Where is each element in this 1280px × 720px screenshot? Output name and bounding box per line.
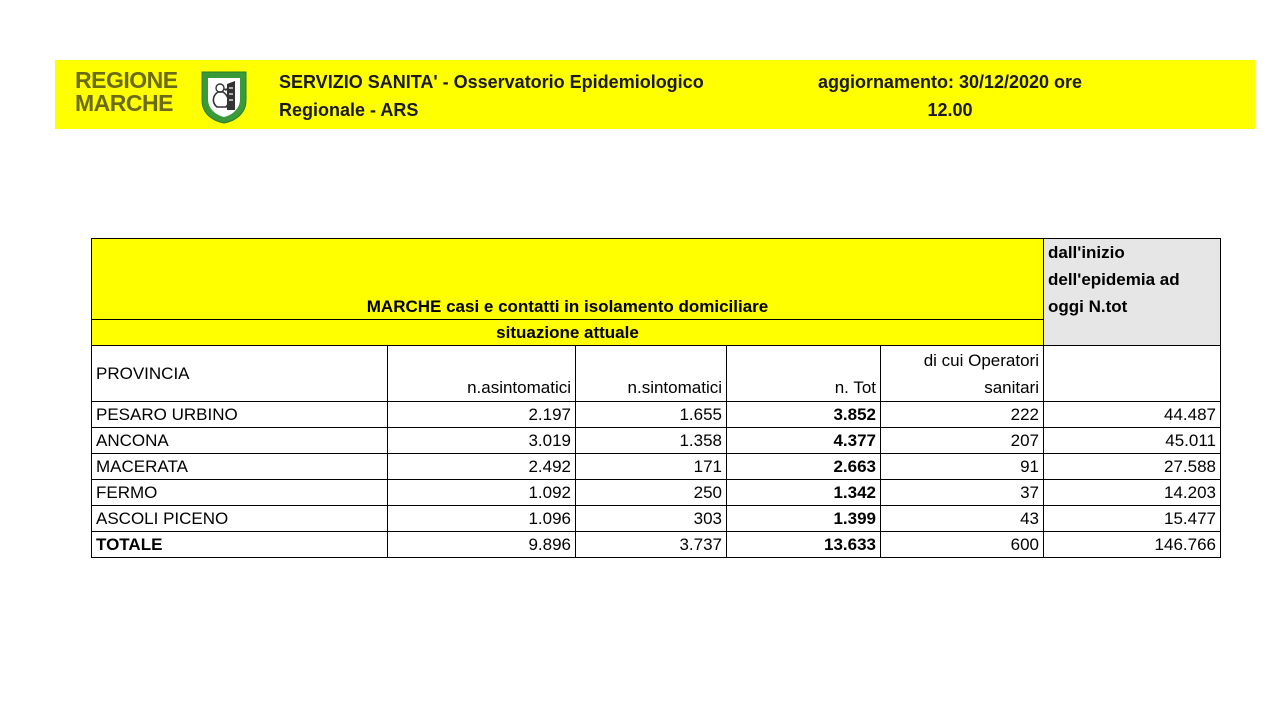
table-row [92, 480, 1221, 506]
cell-since: 15.477 [1044, 506, 1221, 532]
cell-operatori: 43 [881, 506, 1044, 532]
cell-provincia: ASCOLI PICENO [92, 506, 388, 532]
cell-sintomatici: 1.655 [576, 402, 727, 428]
table-title-row [92, 239, 1221, 320]
logo-line-2: MARCHE [75, 90, 173, 116]
column-header-asintomatici: n.asintomatici [388, 346, 576, 402]
regional-shield-icon [199, 70, 249, 124]
cell-asintomatici: 3.019 [388, 428, 576, 454]
cell-tot: 1.342 [727, 480, 881, 506]
cell-total-sintomatici: 3.737 [576, 532, 727, 558]
table-row [92, 454, 1221, 480]
update-line-2: 12.00 [927, 100, 973, 120]
column-header-tot: n. Tot [727, 346, 881, 402]
cell-asintomatici: 2.492 [388, 454, 576, 480]
column-header-since-empty [1044, 346, 1221, 402]
cell-asintomatici: 1.096 [388, 506, 576, 532]
logo-wordmark [75, 69, 178, 115]
isolation-cases-table [91, 238, 1221, 558]
column-header-sintomatici: n.sintomatici [576, 346, 727, 402]
cell-total-since: 146.766 [1044, 532, 1221, 558]
cell-operatori: 207 [881, 428, 1044, 454]
table-total-row [92, 532, 1221, 558]
table-title: MARCHE casi e contatti in isolamento domiciliare [92, 239, 1044, 320]
header-banner [55, 60, 1255, 129]
banner-title-line-2: Regionale - ARS [279, 100, 419, 120]
cell-provincia: PESARO URBINO [92, 402, 388, 428]
banner-title [279, 68, 759, 124]
update-line-1: aggiornamento: 30/12/2020 ore [817, 72, 1083, 92]
cell-tot: 4.377 [727, 428, 881, 454]
column-header-operatori-line-1: di cui Operatori [923, 351, 1039, 370]
cell-sintomatici: 1.358 [576, 428, 727, 454]
cell-sintomatici: 303 [576, 506, 727, 532]
cell-provincia: MACERATA [92, 454, 388, 480]
cell-since: 44.487 [1044, 402, 1221, 428]
cell-provincia: FERMO [92, 480, 388, 506]
column-header-row [92, 346, 1221, 402]
cell-provincia: ANCONA [92, 428, 388, 454]
column-header-operatori-line-2: sanitari [984, 378, 1039, 397]
cell-operatori: 37 [881, 480, 1044, 506]
cell-since: 27.588 [1044, 454, 1221, 480]
column-header-provincia: PROVINCIA [92, 346, 388, 402]
cell-total-operatori: 600 [881, 532, 1044, 558]
regione-marche-logo [75, 69, 255, 121]
cell-asintomatici: 1.092 [388, 480, 576, 506]
table-row [92, 402, 1221, 428]
cell-sintomatici: 171 [576, 454, 727, 480]
table-row [92, 428, 1221, 454]
column-header-operatori [881, 346, 1044, 402]
banner-title-line-1: SERVIZIO SANITA' - Osservatorio Epidemiologico [279, 72, 704, 92]
update-timestamp [800, 68, 1100, 124]
cell-tot: 2.663 [727, 454, 881, 480]
table-subtitle: situazione attuale [92, 320, 1044, 346]
since-start-header: dall'inizio dell'epidemia ad oggi N.tot [1044, 239, 1221, 346]
cell-tot: 1.399 [727, 506, 881, 532]
cell-total-asintomatici: 9.896 [388, 532, 576, 558]
cell-asintomatici: 2.197 [388, 402, 576, 428]
cell-operatori: 91 [881, 454, 1044, 480]
cell-total-label: TOTALE [92, 532, 388, 558]
cell-since: 14.203 [1044, 480, 1221, 506]
cell-operatori: 222 [881, 402, 1044, 428]
cell-since: 45.011 [1044, 428, 1221, 454]
cell-total-tot: 13.633 [727, 532, 881, 558]
logo-line-1: REGIONE [75, 67, 178, 93]
cell-sintomatici: 250 [576, 480, 727, 506]
cell-tot: 3.852 [727, 402, 881, 428]
table-row [92, 506, 1221, 532]
